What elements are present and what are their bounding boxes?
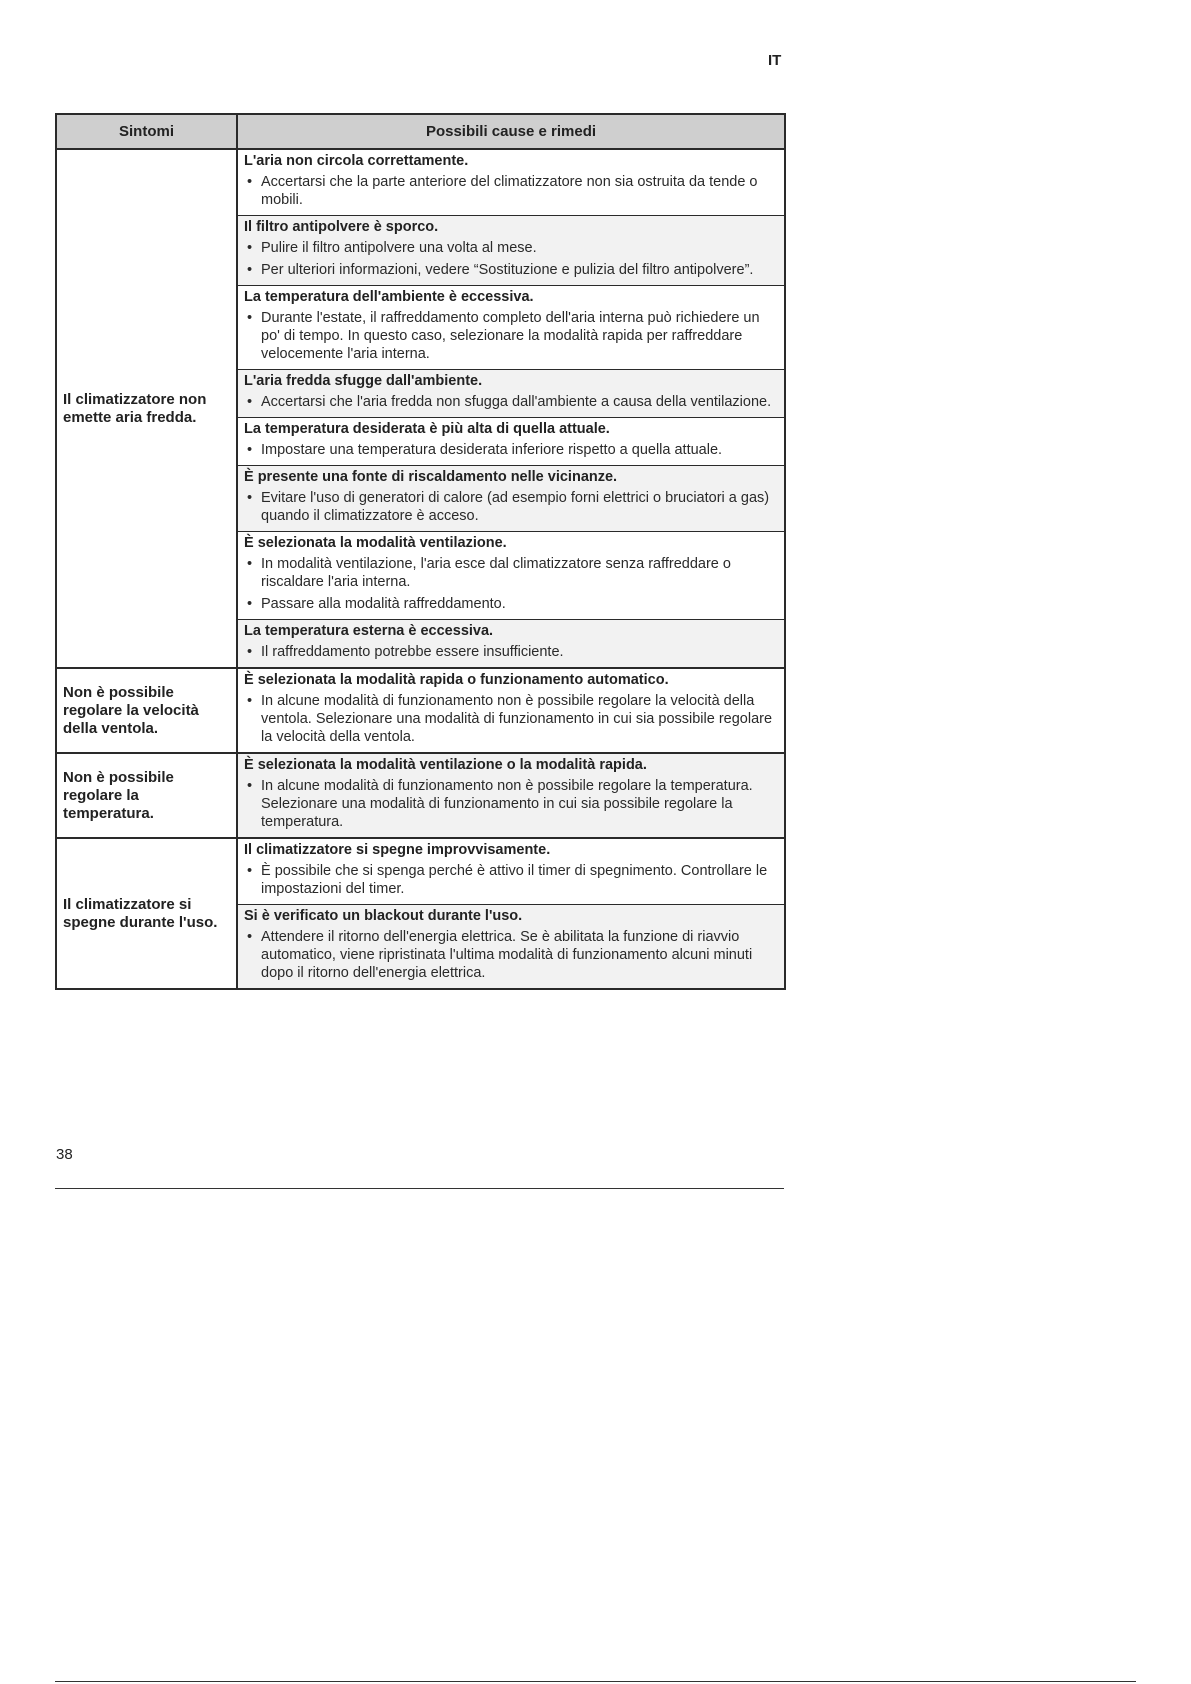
causes-cell [237, 668, 785, 753]
cause-title: È selezionata la modalità ventilazione. [244, 535, 507, 551]
remedy-item: • Accertarsi che l'aria fredda non sfugga dall'ambiente a causa della ventilazione. [244, 393, 778, 415]
cause-block [238, 369, 784, 417]
symptom-cell: Non è possibile regolare la temperatura. [56, 753, 237, 838]
remedy-item: • Evitare l'uso di generatori di calore (ad esempio forni elettrici o bruciatori a gas) quando il climatizzatore è acceso. [244, 489, 778, 529]
cause-title: Si è verificato un blackout durante l'uso. [244, 908, 523, 924]
causes-column-header: Possibili cause e rimedi [237, 114, 785, 149]
cause-block [238, 904, 784, 988]
cause-block [238, 754, 784, 837]
cause-title: La temperatura dell'ambiente è eccessiva. [244, 289, 534, 305]
cause-title: La temperatura esterna è eccessiva. [244, 623, 494, 639]
symptom-cell: Il climatizzatore non emette aria fredda. [56, 149, 237, 668]
remedy-item: • Il raffreddamento potrebbe essere insufficiente. [244, 643, 778, 665]
remedy-item: • In alcune modalità di funzionamento non è possibile regolare la velocità della ventola. Selezionare una modalità di funzionamento in cui sia possibile regolare la velocità della ventola. [244, 692, 778, 750]
cause-block [238, 531, 784, 619]
cause-block [238, 150, 784, 215]
table-row [56, 838, 785, 989]
causes-cell [237, 149, 785, 668]
cause-title: La temperatura desiderata è più alta di quella attuale. [244, 421, 610, 437]
cause-block [238, 465, 784, 531]
remedy-item: • Impostare una temperatura desiderata inferiore rispetto a quella attuale. [244, 441, 778, 463]
cause-block [238, 619, 784, 667]
symptom-cell: Non è possibile regolare la velocità della ventola. [56, 668, 237, 753]
symptoms-column-header: Sintomi [56, 114, 237, 149]
remedy-item: • In alcune modalità di funzionamento non è possibile regolare la temperatura. Selezionare una modalità di funzionamento in cui sia possibile regolare la temperatura. [244, 777, 778, 835]
table-header-row [56, 114, 785, 149]
cause-block [238, 285, 784, 369]
cause-title: L'aria fredda sfugge dall'ambiente. [244, 373, 483, 389]
cause-title: È presente una fonte di riscaldamento nelle vicinanze. [244, 469, 618, 485]
page-number: 38 [56, 1146, 73, 1163]
table-row [56, 753, 785, 838]
cause-block [238, 215, 784, 285]
cause-block [238, 669, 784, 752]
table-row [56, 668, 785, 753]
cause-title: È selezionata la modalità ventilazione o la modalità rapida. [244, 757, 647, 773]
troubleshooting-table [55, 113, 786, 990]
cause-title: L'aria non circola correttamente. [244, 153, 469, 169]
table-row [56, 149, 785, 668]
remedy-item: • Passare alla modalità raffreddamento. [244, 595, 778, 617]
cause-title: È selezionata la modalità rapida o funzionamento automatico. [244, 672, 669, 688]
remedy-item: • Durante l'estate, il raffreddamento completo dell'aria interna può richiedere un po' di tempo. In questo caso, selezionare la modalità rapida per raffreddare velocemente l'aria interna. [244, 309, 778, 367]
cause-block [238, 839, 784, 904]
remedy-item: • In modalità ventilazione, l'aria esce dal climatizzatore senza raffreddare o riscaldare l'aria interna. [244, 555, 778, 595]
footer-divider [55, 1188, 784, 1189]
remedy-item: • Accertarsi che la parte anteriore del climatizzatore non sia ostruita da tende o mobili. [244, 173, 778, 213]
remedy-item: • Per ulteriori informazioni, vedere “Sostituzione e pulizia del filtro antipolvere”. [244, 261, 778, 283]
remedy-item: • Pulire il filtro antipolvere una volta al mese. [244, 239, 778, 261]
causes-cell [237, 753, 785, 838]
cause-title: Il filtro antipolvere è sporco. [244, 219, 439, 235]
remedy-item: • Attendere il ritorno dell'energia elettrica. Se è abilitata la funzione di riavvio automatico, viene ripristinata l'ultima modalità di funzionamento alcuni minuti dopo il ritorno dell'energia elettrica. [244, 928, 778, 986]
causes-cell [237, 838, 785, 989]
cause-block [238, 417, 784, 465]
cause-title: Il climatizzatore si spegne improvvisamente. [244, 842, 551, 858]
language-code: IT [768, 52, 782, 69]
bottom-divider [55, 1681, 1136, 1682]
symptom-cell: Il climatizzatore si spegne durante l'uso. [56, 838, 237, 989]
remedy-item: • È possibile che si spenga perché è attivo il timer di spegnimento. Controllare le impostazioni del timer. [244, 862, 778, 902]
